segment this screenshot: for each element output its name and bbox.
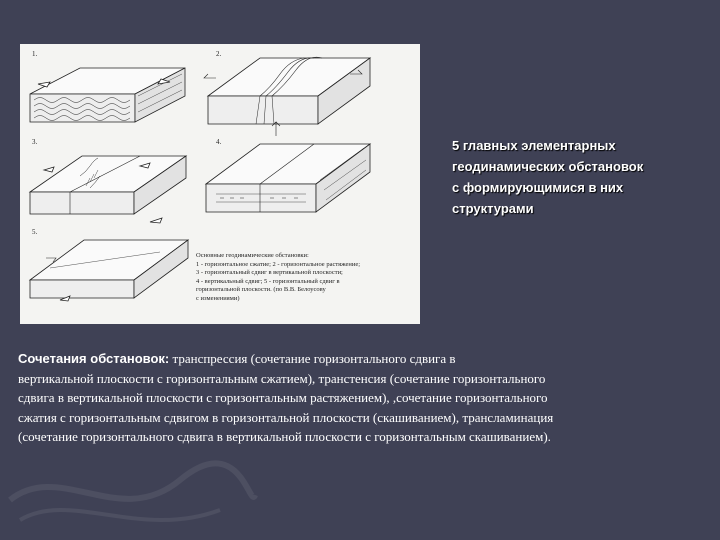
block-diagram-4 (206, 122, 370, 212)
legend-line: с изменениями) (196, 294, 240, 302)
title-line: с формирующимися в них (452, 180, 624, 195)
geodynamic-figure (20, 44, 420, 324)
body-lead: Сочетания обстановок: (18, 351, 170, 366)
panel-number-5: 5. (32, 228, 38, 236)
panel-number-2: 2. (216, 50, 222, 58)
body-line: вертикальной плоскости с горизонтальным сжатием), транстенсия (сочетание горизонтального (18, 370, 546, 386)
body-first-line-rest: транспрессия (сочетание горизонтального сдвига в (169, 351, 456, 366)
body-paragraph (18, 349, 708, 447)
background-watermark (0, 440, 260, 540)
panel-number-4: 4. (216, 138, 222, 146)
block-diagram-2 (204, 57, 370, 124)
legend-line: 4 - вертикальный сдвиг; 5 - горизонтальный сдвиг в (196, 277, 340, 285)
title-line: структурами (452, 201, 534, 216)
panel-number-1: 1. (32, 50, 38, 58)
body-line: сжатия с горизонтальным сдвигом в горизонтальной плоскости (скашиванием), трансламинация (18, 409, 554, 425)
block-diagram-3 (30, 156, 186, 214)
legend-line: горизонтальной плоскости. (по В.В. Белоусову (196, 286, 326, 294)
legend-line: 1 - горизонтальное сжатие; 2 - горизонтальное растяжение; (196, 260, 361, 268)
body-line: сдвига в вертикальной плоскости с горизонтальным растяжением), ,сочетание горизонтального (18, 390, 548, 405)
body-first-line (18, 349, 708, 369)
figure-legend (196, 252, 418, 304)
slide-title (452, 135, 692, 219)
block-diagram-1 (30, 68, 185, 122)
legend-line: 3 - горизонтальный сдвиг в вертикальной плоскости; (196, 269, 343, 277)
title-line: геодинамических обстановок (452, 159, 644, 174)
title-line: 5 главных элементарных (452, 138, 616, 153)
body-line: (сочетание горизонтального сдвига в вертикальной плоскости с горизонтальным скашиванием). (18, 429, 551, 444)
block-diagram-5 (30, 218, 188, 301)
legend-line: Основные геодинамические обстановки: (196, 252, 309, 259)
panel-number-3: 3. (32, 138, 38, 146)
